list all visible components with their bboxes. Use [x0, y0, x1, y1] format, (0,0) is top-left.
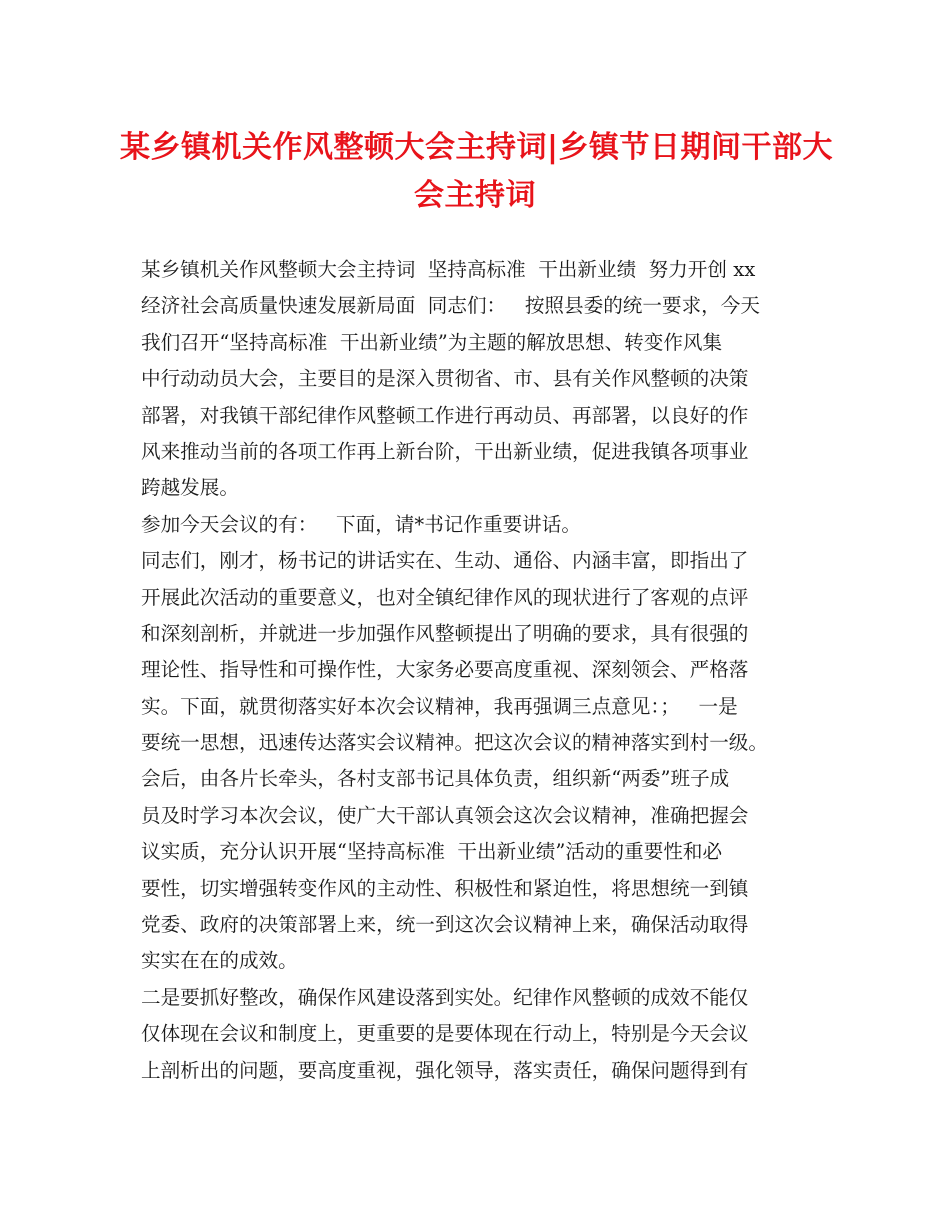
body-line: 仅体现在会议和制度上，更重要的是要体现在行动上，特别是今天会议 [141, 1022, 749, 1046]
title-line-2: 会主持词 [414, 178, 536, 213]
body-line: 会后，由各片长牵头，各村支部书记具体负责，组织新“两委”班子成 [141, 767, 730, 791]
body-line: 二是要抓好整改，确保作风建设落到实处。纪律作风整顿的成效不能仅 [141, 985, 749, 1009]
document-title [120, 124, 833, 220]
body-line: 要统一思想，迅速传达落实会议精神。把这次会议的精神落实到村一级。 [141, 731, 768, 755]
body-line: 参加今天会议的有： 下面，请*书记作重要讲话。 [141, 512, 581, 536]
body-line: 理论性、指导性和可操作性，大家务必要高度重视、深刻领会、严格落 [141, 658, 749, 682]
body-line: 经济社会高质量快速发展新局面 同志们： 按照县委的统一要求，今天 [141, 294, 760, 318]
body-line: 要性，切实增强转变作风的主动性、积极性和紧迫性，将思想统一到镇 [141, 876, 749, 900]
body-line: 上剖析出的问题，要高度重视，强化领导，落实责任，确保问题得到有 [141, 1058, 749, 1082]
document-body [141, 252, 831, 1089]
body-line: 实实在在的成效。 [141, 949, 298, 973]
body-line: 党委、政府的决策部署上来，统一到这次会议精神上来，确保活动取得 [141, 913, 749, 937]
title-line-1: 某乡镇机关作风整顿大会主持词|乡镇节日期间干部大 [120, 130, 833, 165]
body-line: 我们召开“坚持高标准 干出新业绩”为主题的解放思想、转变作风集 [141, 330, 723, 354]
body-line: 同志们，刚才，杨书记的讲话实在、生动、通俗、内涵丰富，即指出了 [141, 549, 749, 573]
body-line: 跨越发展。 [141, 476, 239, 500]
body-line: 议实质，充分认识开展“坚持高标准 干出新业绩”活动的重要性和必 [141, 840, 723, 864]
body-line: 中行动动员大会，主要目的是深入贯彻省、市、县有关作风整顿的决策 [141, 367, 749, 391]
body-line: 员及时学习本次会议，使广大干部认真领会这次会议精神，准确把握会 [141, 803, 749, 827]
body-line: 和深刻剖析，并就进一步加强作风整顿提出了明确的要求，具有很强的 [141, 621, 749, 645]
body-line: 部署，对我镇干部纪律作风整顿工作进行再动员、再部署，以良好的作 [141, 403, 749, 427]
body-line: 风来推动当前的各项工作再上新台阶，干出新业绩，促进我镇各项事业 [141, 439, 749, 463]
body-line: 开展此次活动的重要意义，也对全镇纪律作风的现状进行了客观的点评 [141, 585, 749, 609]
body-line: 实。下面，就贯彻落实好本次会议精神，我再强调三点意见：； 一是 [141, 694, 738, 718]
body-line: 某乡镇机关作风整顿大会主持词 坚持高标准 干出新业绩 努力开创 xx [141, 258, 756, 281]
